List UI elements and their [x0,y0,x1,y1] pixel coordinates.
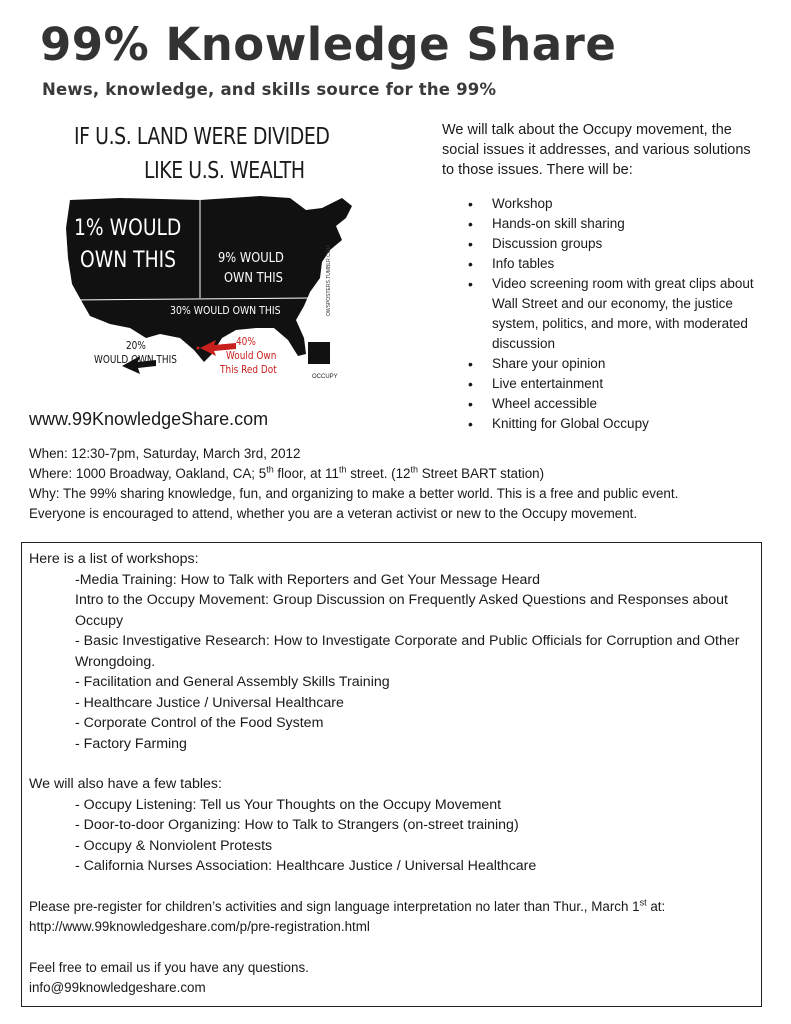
graphic-heading-line2: LIKE U.S. WEALTH [144,158,305,184]
list-item: - Factory Farming [75,735,187,752]
list-item: - Occupy & Nonviolent Protests [75,837,273,854]
list-item: - Basic Investigative Research: How to Investigate Corporate and Public Officials for Corruption and Other Wrongdoing. [75,633,740,670]
website-link[interactable]: www.99KnowledgeShare.com [29,409,269,429]
event-where: Where: 1000 Broadway, Oakland, CA; 5th floor, at 11th street. (12th Street BART station) [29,464,545,481]
list-item: Intro to the Occupy Movement: Group Discussion on Frequently Asked Questions and Responses about Occupy [75,592,728,629]
occupy-label: OCCUPY [312,374,338,380]
label-40pct-line3: This Red Dot [220,364,277,376]
list-item: - California Nurses Association: Healthcare Justice / Universal Healthcare [75,858,537,874]
page-title: 99% Knowledge Share [40,18,617,71]
event-why-line1: Why: The 99% sharing knowledge, fun, and organizing to make a better world. This is a free and public event. [29,486,679,501]
label-20pct-line1: 20% [126,340,146,352]
list-item: • Hands-on skill sharing [466,214,766,234]
label-9pct-line1: 9% WOULD [218,250,284,266]
raised-fist-icon [308,342,330,364]
list-item: - Facilitation and General Assembly Skills Training [75,674,390,690]
graphic-heading-line1: IF U.S. LAND WERE DIVIDED [74,124,330,150]
workshops-heading: Here is a list of workshops: [29,551,199,567]
label-40pct-line2: Would Own [226,350,277,362]
list-item: • Share your opinion [466,354,766,374]
side-credit: OWSPOSTERS.TUMBLR.COM [326,245,332,316]
label-30pct: 30% WOULD OWN THIS [170,304,281,317]
list-item: • Video screening room with great clips about Wall Street and our economy, the justice system, politics, and more, with moderated discussion [466,274,766,354]
list-item: • Workshop [466,194,766,214]
label-40pct-line1: 40% [236,336,256,348]
workshops-box [21,542,762,1007]
contact-email[interactable]: info@99knowledgeshare.com [29,980,206,995]
registration-url[interactable]: http://www.99knowledgeshare.com/p/pre-registration.html [29,919,370,934]
list-item: • Live entertainment [466,374,766,394]
registration-text: Please pre-register for children’s activities and sign language interpretation no later than Thur., March 1st at: [29,897,666,914]
wealth-map-graphic [60,118,360,398]
tables-heading: We will also have a few tables: [29,776,222,792]
page-subtitle: News, knowledge, and skills source for the 99% [42,80,497,99]
label-20pct-line2: WOULD OWN THIS [94,354,177,366]
event-when: When: 12:30-7pm, Saturday, March 3rd, 2012 [29,446,301,461]
label-1pct-line1: 1% WOULD [74,216,182,241]
red-dot [197,347,200,350]
list-item: -Media Training: How to Talk with Reporters and Get Your Message Heard [75,571,541,588]
list-item: • Knitting for Global Occupy [466,414,766,434]
contact-text: Feel free to email us if you have any questions. [29,959,309,975]
label-1pct-line2: OWN THIS [80,248,177,273]
list-item: • Wheel accessible [466,394,766,414]
list-item: - Door-to-door Organizing: How to Talk to Strangers (on-street training) [75,817,519,833]
event-why-line2: Everyone is encouraged to attend, whether you are a veteran activist or new to the Occupy movement. [29,506,638,521]
list-item: - Corporate Control of the Food System [75,715,324,731]
event-details [29,444,769,524]
list-item: - Occupy Listening: Tell us Your Thoughts on the Occupy Movement [75,796,502,813]
list-item: - Healthcare Justice / Universal Healthcare [75,694,344,711]
list-item: • Info tables [466,254,766,274]
list-item: • Discussion groups [466,234,766,254]
activities-list [466,194,766,434]
label-9pct-line2: OWN THIS [224,270,283,286]
intro-text: We will talk about the Occupy movement, the social issues it addresses, and various solutions to those issues. There will be: [442,122,751,178]
